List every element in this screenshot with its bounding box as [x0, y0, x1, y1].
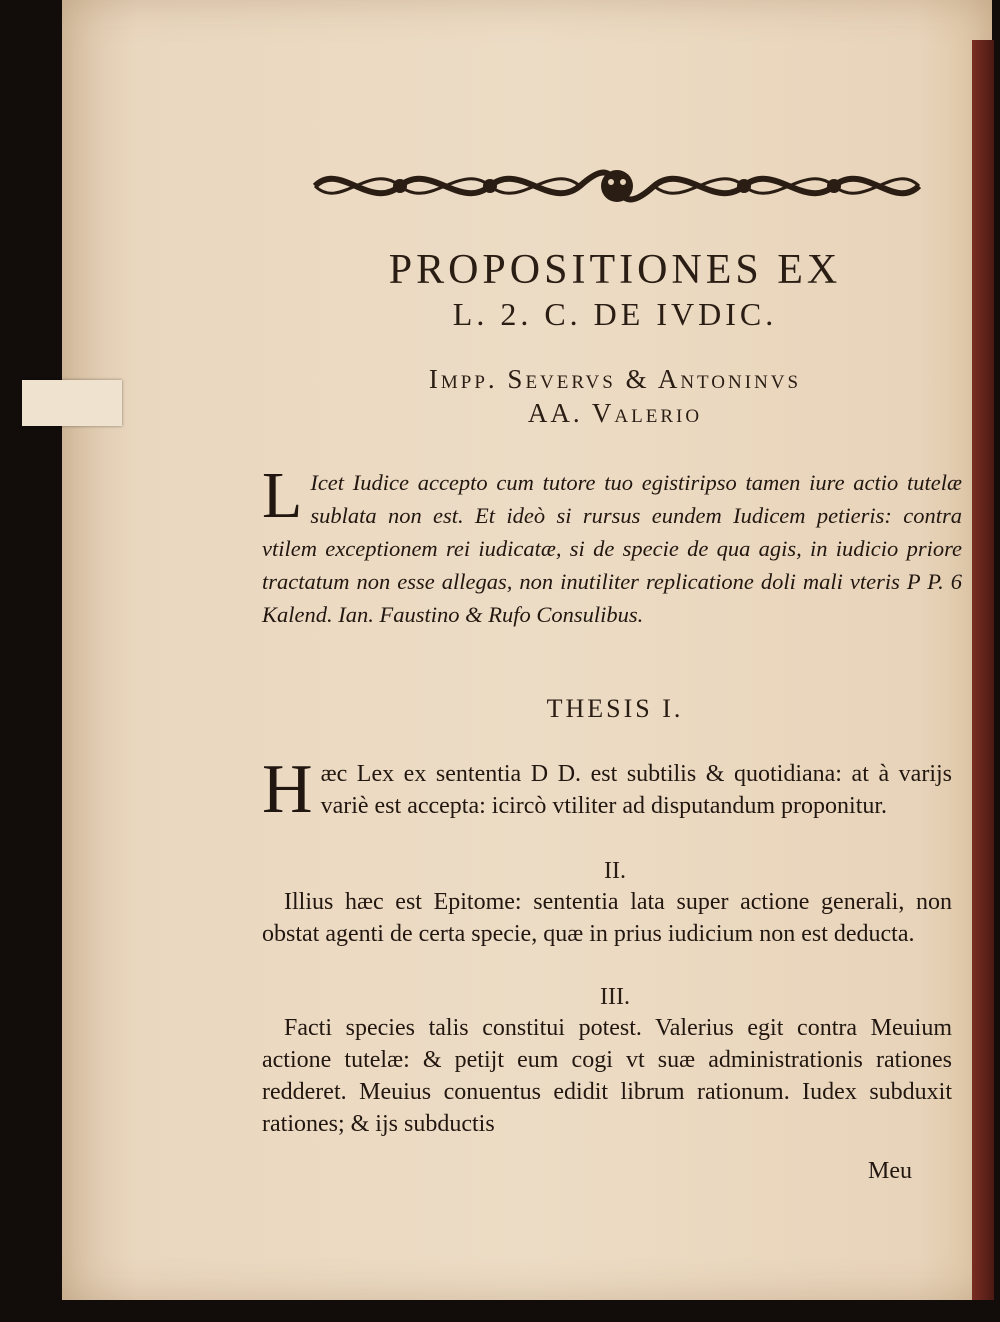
page-title: PROPOSITIONES EX — [388, 247, 842, 293]
rescript-text — [262, 459, 962, 631]
page-subtitle: L. 2. C. DE IVDIC. — [452, 296, 778, 332]
thesis-paragraph-2: Illius hæc est Epitome: sententia lata super actione generali, non obstat agenti de certa specie, quæ in prius iudicium non est deducta. — [262, 889, 952, 947]
catchword: Meu — [868, 1158, 912, 1184]
thesis-number-2: II. — [604, 858, 626, 884]
rescript-addressee: AA. Valerio — [527, 398, 703, 428]
bookmark-slip — [22, 380, 122, 426]
rescript-dropcap: L — [262, 459, 303, 532]
thesis-dropcap: H — [262, 751, 313, 828]
page-edge — [972, 40, 994, 1300]
ornament-headpiece — [310, 156, 924, 216]
thesis-paragraph-1-text: æc Lex ex sententia D D. est subtilis & quotidiana: at à varijs variè est accepta: icircò vtiliter ad disputandum proponitur. — [320, 761, 952, 819]
thesis-paragraph-1 — [262, 751, 952, 828]
thesis-heading: THESIS I. — [546, 694, 684, 723]
rescript-authors: Impp. Severvs & Antoninvs — [428, 364, 802, 394]
rescript-body: Icet Iudice accepto cum tutore tuo egistiripso tamen iure actio tutelæ sublata non est. Et ideò si rursus eundem Iudicem petieris: contra vtilem exceptionem rei iudicatæ, si de specie de qua agis, in iudicio priore tractatum non esse allegas, non inutiliter replicatione doli mali vteris P P. 6 Kalend. Ian. Faustino & Rufo Consulibus. — [262, 470, 962, 627]
thesis-number-3: III. — [600, 984, 630, 1010]
thesis-paragraph-3: Facti species talis constitui potest. Valerius egit contra Meuium actione tutelæ: & petijt eum cogi vt suæ administrationis rationes redderet. Meuius conuentus edidit librum rationum. Iudex subduxit rationes; & ijs subductis — [262, 1015, 952, 1137]
